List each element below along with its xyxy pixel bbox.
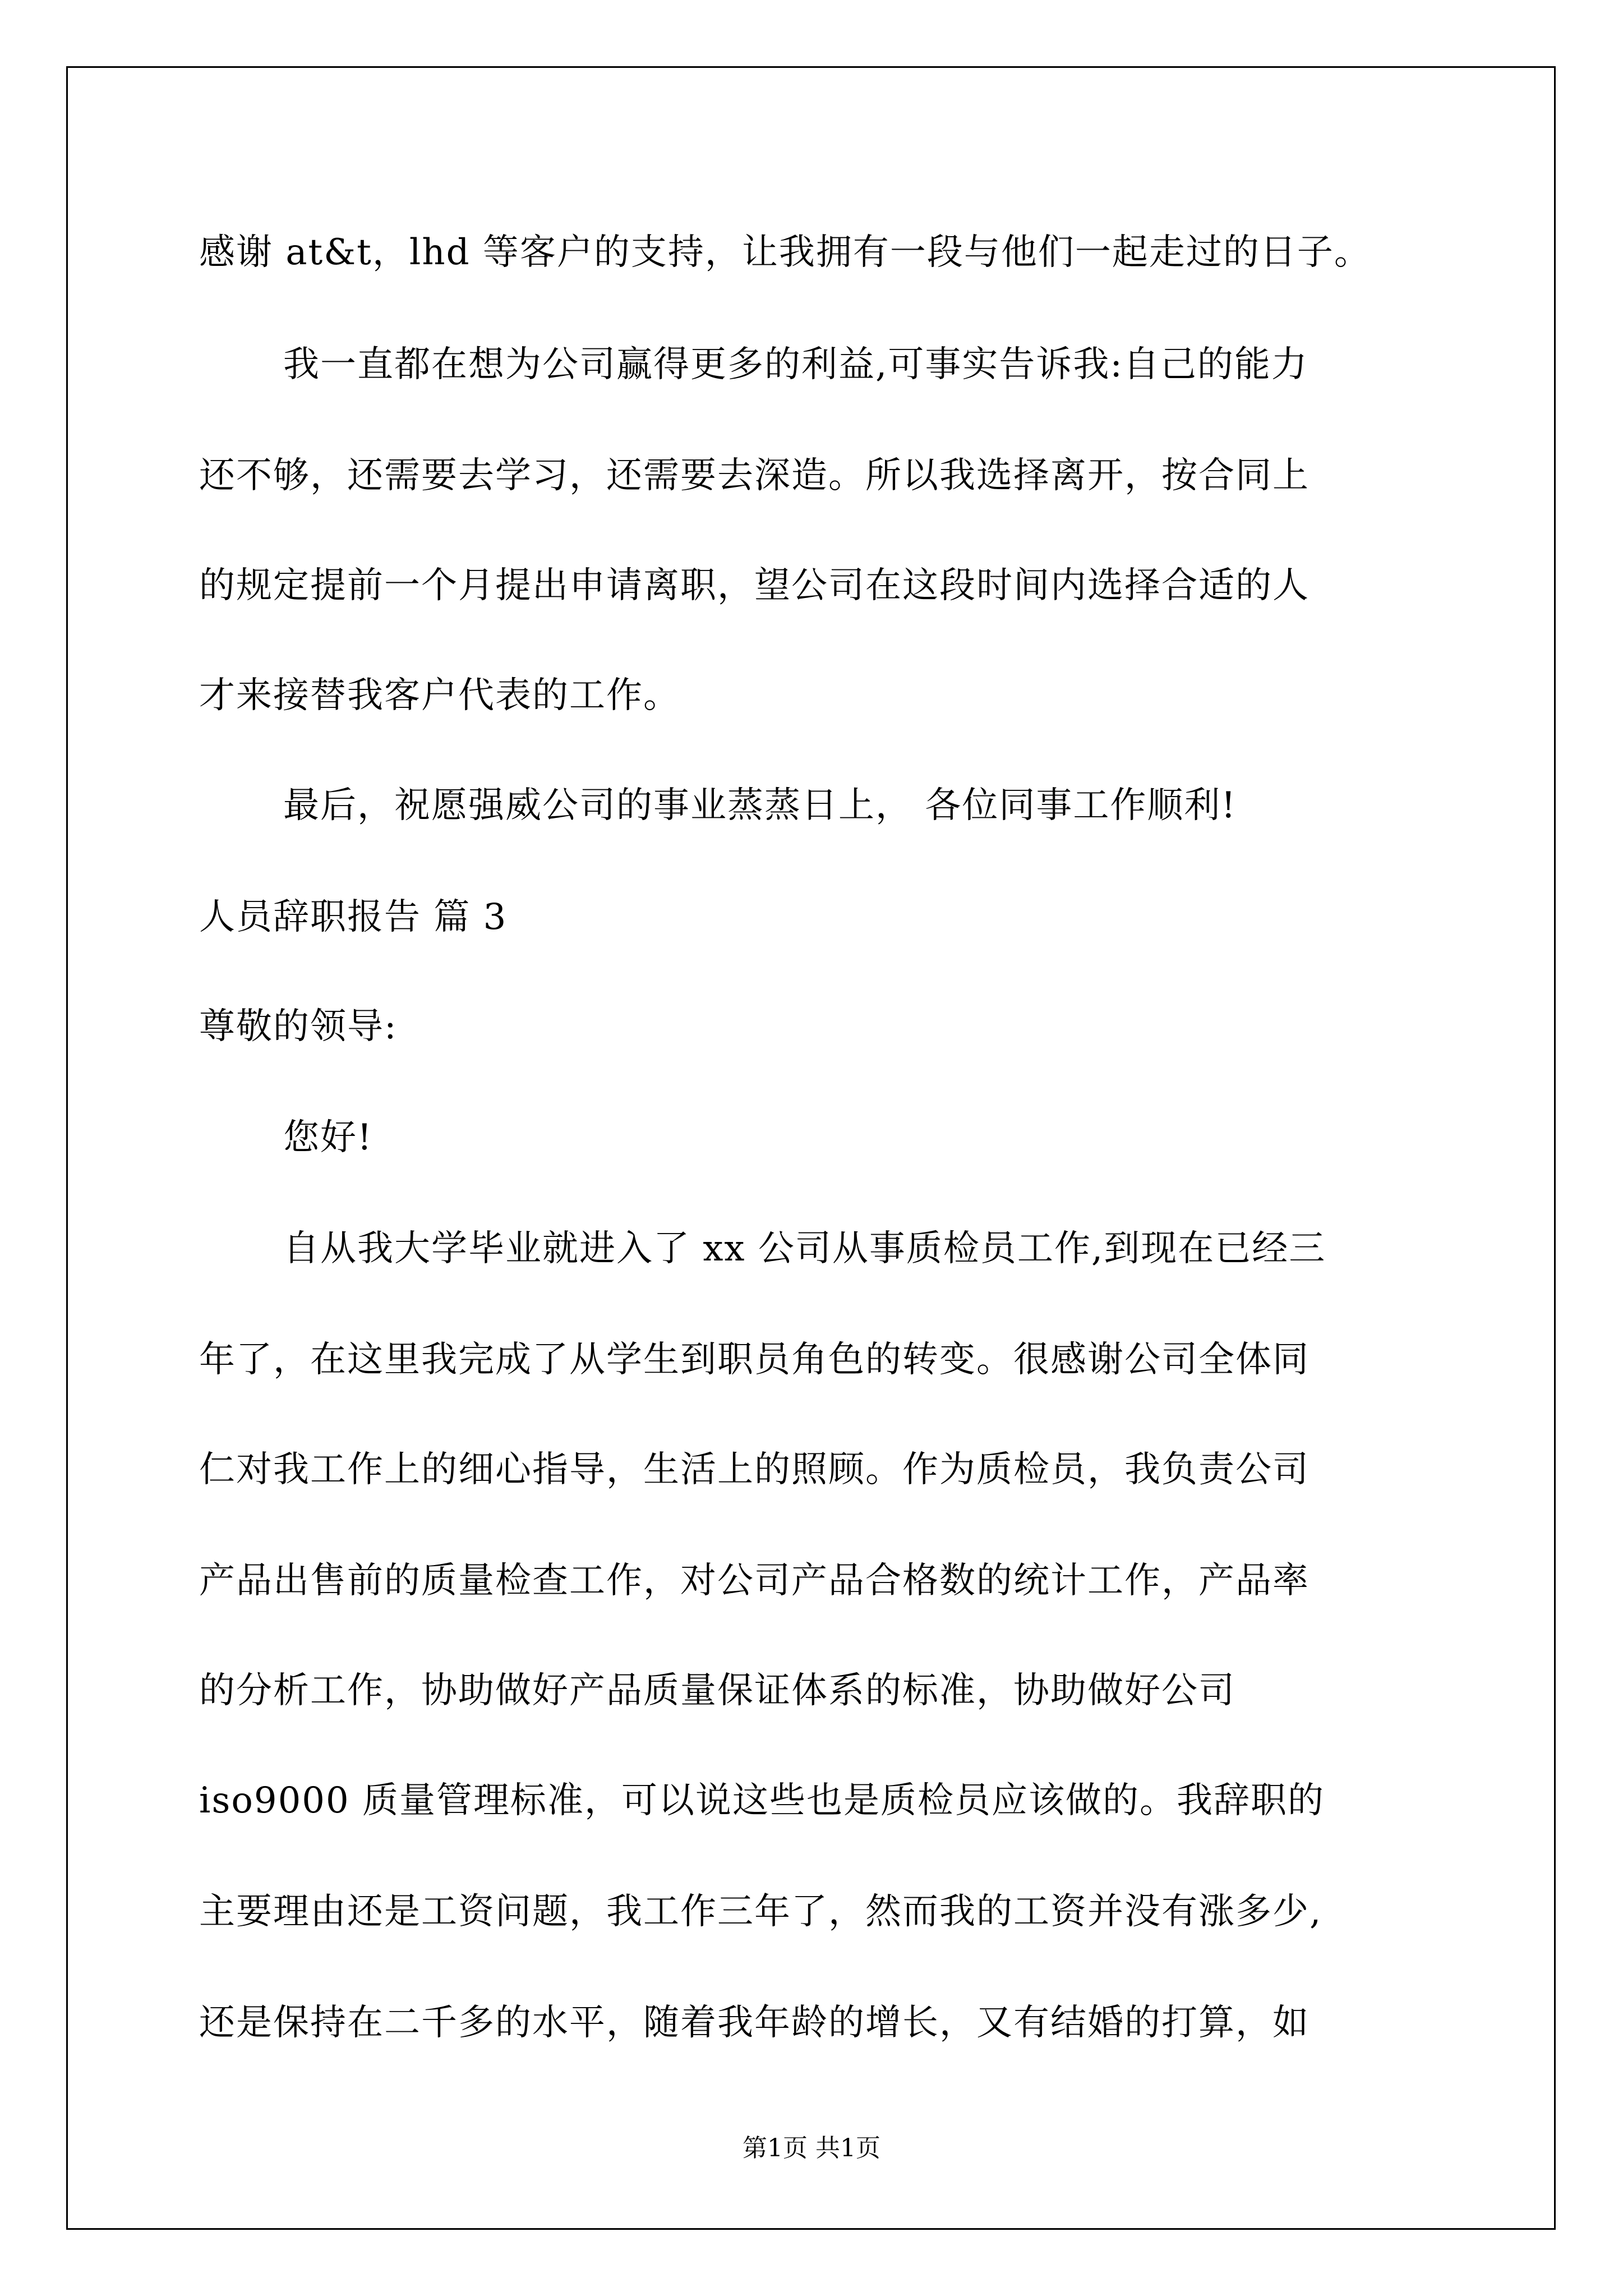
text-line: 的规定提前一个月提出申请离职，望公司在这段时间内选择合适的人	[199, 565, 1310, 606]
text-line: 还不够，还需要去学习，还需要去深造。所以我选择离开，按合同上	[199, 455, 1310, 496]
text-line: 自从我大学毕业就进入了 xx 公司从事质检员工作,到现在已经三	[283, 1228, 1326, 1269]
text-line: iso9000 质量管理标准，可以说这些也是质检员应该做的。我辞职的	[199, 1780, 1325, 1821]
text-line: 才来接替我客户代表的工作。	[199, 675, 680, 716]
section-heading: 人员辞职报告 篇 3	[199, 896, 508, 938]
text-line: 年了，在这里我完成了从学生到职员角色的转变。很感谢公司全体同	[199, 1339, 1310, 1381]
greeting: 您好!	[283, 1117, 373, 1158]
text-line: 我一直都在想为公司赢得更多的利益,可事实告诉我:自己的能力	[283, 344, 1308, 385]
text-line: 的分析工作，协助做好产品质量保证体系的标准，协助做好公司	[199, 1670, 1235, 1711]
text-line: 产品出售前的质量检查工作，对公司产品合格数的统计工作，产品率	[199, 1560, 1310, 1602]
text-line: 主要理由还是工资问题，我工作三年了，然而我的工资并没有涨多少,	[199, 1891, 1322, 1932]
page-footer: 第1页 共1页	[743, 2134, 880, 2162]
text-line: 最后，祝愿强威公司的事业蒸蒸日上， 各位同事工作顺利!	[283, 785, 1237, 826]
text-line: 感谢 at&t，lhd 等客户的支持，让我拥有一段与他们一起走过的日子。	[199, 232, 1371, 273]
text-line: 仁对我工作上的细心指导，生活上的照顾。作为质检员，我负责公司	[199, 1449, 1310, 1490]
text-line: 还是保持在二千多的水平，随着我年龄的增长，又有结婚的打算，如	[199, 2002, 1310, 2044]
salutation: 尊敬的领导:	[199, 1006, 398, 1047]
